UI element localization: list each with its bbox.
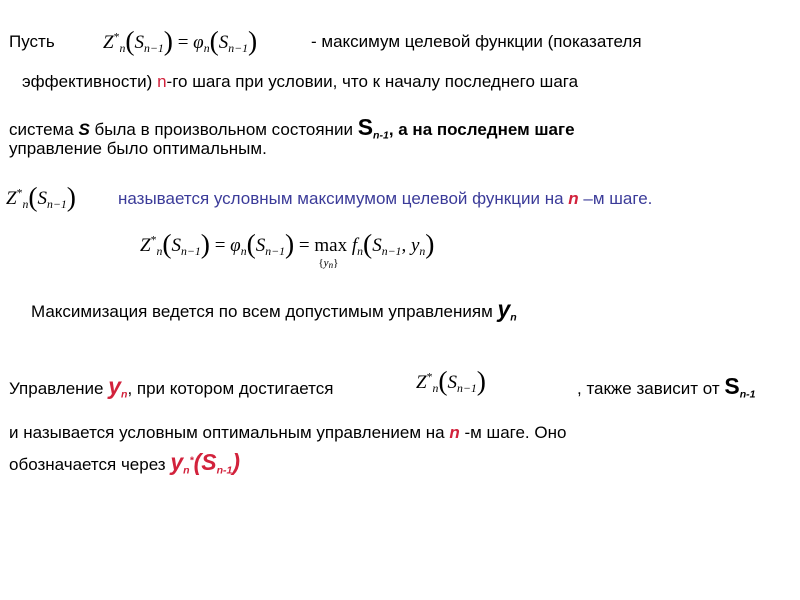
line9-y-sub: n (183, 464, 190, 477)
line6-y: y (497, 296, 511, 322)
line9-arg: (S (193, 449, 217, 475)
line6-text: Максимизация ведется по всем допустимым управлениям (31, 302, 493, 321)
line3-mid: была в произвольном состоянии (94, 120, 353, 139)
formula-main: $Z^*_n(S_{n-1}) = \varphi_n(S_{n-1}) = \max$ {yn} $f_n(S_{n-1}$, $y_n$) (140, 228, 435, 270)
line3-pre: система (9, 120, 74, 139)
line5 (118, 189, 652, 209)
formula-z-small: $Z^*_n(S_{n-1})$ (6, 181, 76, 212)
line8 (9, 423, 566, 443)
formula-z-inline: $Z^*_n(S_{n-1})$ (416, 365, 486, 396)
line9-star: * (189, 454, 194, 467)
line5-pre: называется условным максимумом целевой функции на (118, 189, 564, 208)
line7-s-sub: n-1 (739, 388, 756, 401)
line7-pre: Управление (9, 379, 104, 398)
line9-pre: обозначается через (9, 455, 166, 474)
line3-s2-sub: n-1 (373, 129, 389, 142)
line6 (31, 296, 517, 324)
line3-post: , а на последнем шаге (388, 120, 575, 139)
line5-n: n (568, 189, 579, 208)
line3-s2: S (357, 114, 374, 140)
line9 (9, 449, 240, 477)
line7-y: y (108, 373, 122, 399)
line1-tail: - максимум целевой функции (показателя (311, 32, 642, 51)
formula-z-equals-phi: $Z^*_n(S_{n-1}) = \varphi_n(S_{n-1})$ (103, 25, 258, 56)
line9-y: y (170, 449, 184, 475)
lead-word: Пусть (9, 32, 55, 51)
line6-y-sub: n (510, 311, 517, 324)
line8-pre: и называется условным оптимальным управлением на (9, 423, 445, 442)
line2-post: -го шага при условии, что к началу последнего шага (166, 72, 579, 91)
line7-y-sub: n (121, 388, 128, 401)
line2 (22, 72, 578, 92)
line7-right (577, 373, 755, 401)
line2-pre: эффективности) (22, 72, 153, 91)
line8-post: -м шаге. Оно (464, 423, 567, 442)
line2-n: n (157, 72, 167, 91)
line9-arg-sub: n-1 (216, 464, 233, 477)
line5-post: –м шаге. (583, 189, 653, 208)
line7-mid: , при котором достигается (127, 379, 334, 398)
line3-s: S (78, 120, 90, 139)
line7-post: , также зависит от (577, 379, 720, 398)
line8-n: n (449, 423, 460, 442)
line4: управление было оптимальным. (9, 139, 267, 158)
line7 (9, 373, 334, 401)
line7-s: S (724, 373, 740, 399)
line9-close: ) (232, 449, 241, 475)
